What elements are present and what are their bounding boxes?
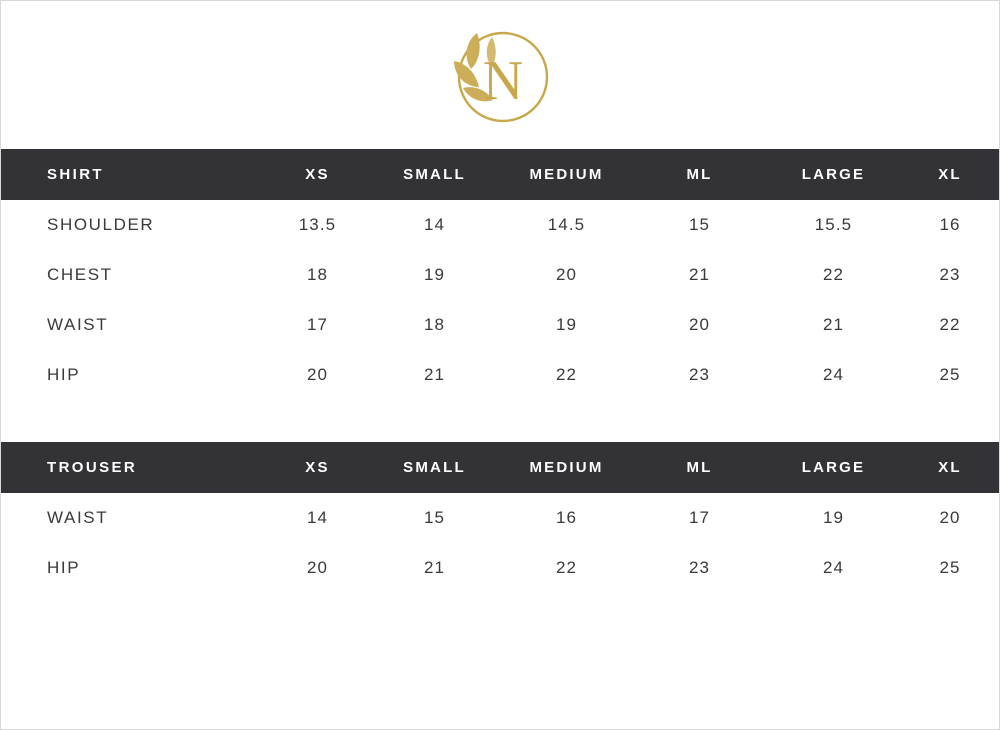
cell-value: 18: [423, 315, 446, 334]
cell-value: 25: [939, 365, 961, 384]
row-label: SHOULDER: [47, 215, 155, 234]
cell-value: 18: [306, 265, 329, 284]
section-spacer: [1, 400, 999, 442]
trouser-size-table: [1, 442, 999, 593]
cell-value: 21: [822, 315, 845, 334]
column-header-small: SMALL: [369, 442, 500, 493]
monogram-n-laurel-logo-icon: [430, 15, 570, 135]
cell-value: 15.5: [814, 215, 853, 234]
row-label: HIP: [47, 365, 81, 384]
column-header-xs: XS: [266, 442, 369, 493]
cell-value: 24: [822, 365, 845, 384]
column-header-shirt: SHIRT: [1, 149, 266, 200]
cell-value: 20: [555, 265, 578, 284]
cell-value: 22: [822, 265, 845, 284]
cell-value: 22: [555, 365, 578, 384]
table-header-row: [1, 442, 999, 493]
cell-value: 20: [688, 315, 711, 334]
column-header-xl: XL: [901, 149, 999, 200]
table-row: [1, 250, 999, 300]
cell-value: 14: [306, 508, 329, 527]
shirt-size-table-block: [1, 149, 999, 400]
cell-value: 17: [306, 315, 329, 334]
cell-value: 24: [822, 558, 845, 577]
cell-value: 19: [555, 315, 578, 334]
row-label: HIP: [47, 558, 81, 577]
cell-value: 15: [423, 508, 446, 527]
trouser-size-table-block: [1, 442, 999, 593]
cell-value: 23: [688, 558, 711, 577]
cell-value: 23: [939, 265, 961, 284]
table-row: [1, 200, 999, 250]
column-header-large: LARGE: [766, 149, 901, 200]
column-header-medium: MEDIUM: [500, 149, 633, 200]
cell-value: 14.5: [547, 215, 586, 234]
cell-value: 14: [423, 215, 446, 234]
row-label: CHEST: [47, 265, 113, 284]
row-label: WAIST: [47, 508, 109, 527]
column-header-xl: XL: [901, 442, 999, 493]
cell-value: 21: [423, 365, 446, 384]
cell-value: 16: [939, 215, 961, 234]
cell-value: 21: [423, 558, 446, 577]
cell-value: 22: [555, 558, 578, 577]
column-header-trouser: TROUSER: [1, 442, 266, 493]
shirt-size-table: [1, 149, 999, 400]
row-label: WAIST: [47, 315, 109, 334]
cell-value: 19: [822, 508, 845, 527]
column-header-xs: XS: [266, 149, 369, 200]
cell-value: 15: [688, 215, 711, 234]
table-row: [1, 350, 999, 400]
cell-value: 13.5: [298, 215, 337, 234]
table-row: [1, 300, 999, 350]
bottom-spacer: [1, 593, 999, 729]
cell-value: 20: [306, 365, 329, 384]
table-row: [1, 543, 999, 593]
cell-value: 19: [423, 265, 446, 284]
cell-value: 17: [688, 508, 711, 527]
table-header-row: [1, 149, 999, 200]
column-header-large: LARGE: [766, 442, 901, 493]
cell-value: 23: [688, 365, 711, 384]
cell-value: 22: [939, 315, 961, 334]
cell-value: 20: [306, 558, 329, 577]
cell-value: 21: [688, 265, 711, 284]
table-row: [1, 493, 999, 543]
cell-value: 16: [555, 508, 578, 527]
column-header-medium: MEDIUM: [500, 442, 633, 493]
column-header-ml: ML: [633, 149, 766, 200]
cell-value: 25: [939, 558, 961, 577]
brand-logo-area: [1, 1, 999, 149]
cell-value: 20: [939, 508, 961, 527]
column-header-ml: ML: [633, 442, 766, 493]
column-header-small: SMALL: [369, 149, 500, 200]
svg-text:N: N: [482, 50, 524, 112]
